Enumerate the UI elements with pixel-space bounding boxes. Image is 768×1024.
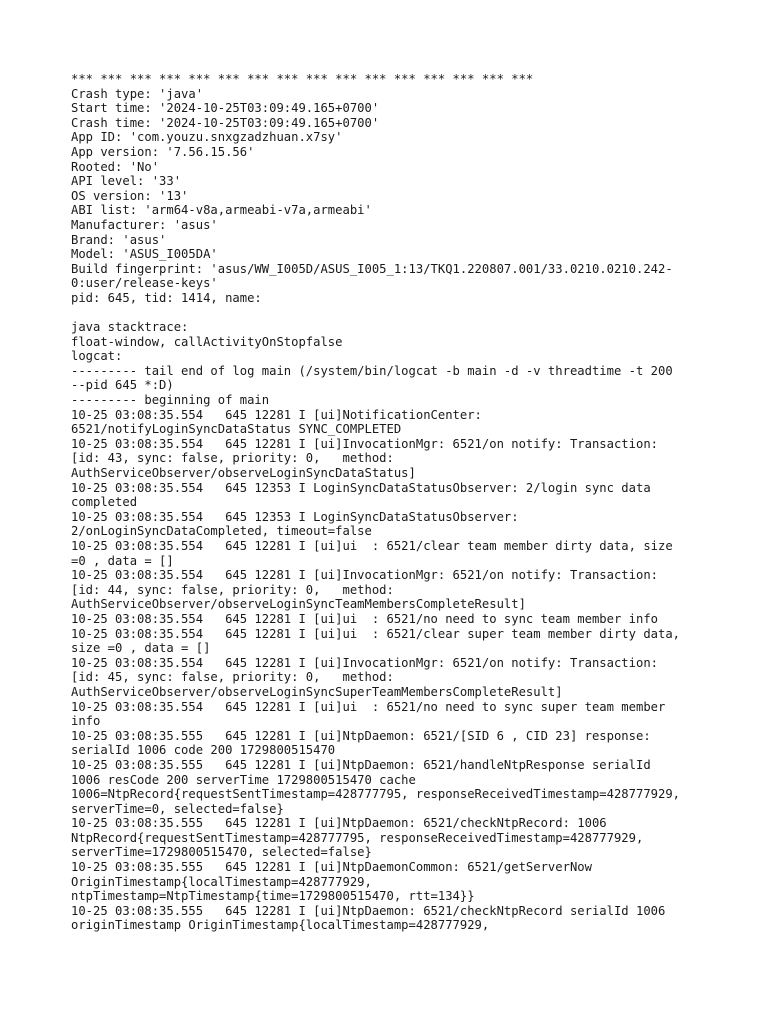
crash-log-text: *** *** *** *** *** *** *** *** *** *** *** *** *** *** *** *** Crash type: 'java' Start time: '2024-10-25T03:09:49.165+0700' Crash time: '2024-10-25T03:09:49.165+0700' App ID: 'com.youzu.snxgzadzhuan.x7sy' App version: '7.56.15.56' Rooted: 'No' API level: '33' OS version: '13' ABI list: 'arm64-v8a,armeabi-v7a,armeabi' Manufacturer: 'asus' Brand: 'asus' Model: 'ASUS_I005DA' Build fingerprint: 'asus/WW_I005D/ASUS_I005_1:13/TKQ1.220807.001/33.0210.0210.242- 0:user/release-keys' pid: 645, tid: 1414, name: java stacktrace: float-window, callActivityOnStopfalse logcat: --------- tail end of log main (/system/bin/logcat -b main -d -v threadtime -t 200 --pid 645 *:D) --------- beginning of main 10-25 03:08:35.554 645 12281 I [ui]NotificationCenter: 6521/notifyLoginSyncDataStatus SYNC_COMPLETED 10-25 03:08:35.554 645 12281 I [ui]InvocationMgr: 6521/on notify: Transaction: [id: 43, sync: false, priority: 0, method: AuthServiceObserver/observeLoginSyncDataStatus] 10-25 03:08:35.554 645 12353 I LoginSyncDataStatusObserver: 2/login sync data completed 10-25 03:08:35.554 645 12353 I LoginSyncDataStatusObserver: 2/onLoginSyncDataCompleted, timeout=false 10-25 03:08:35.554 645 12281 I [ui]ui : 6521/clear team member dirty data, size =0 , data = [] 10-25 03:08:35.554 645 12281 I [ui]InvocationMgr: 6521/on notify: Transaction: [id: 44, sync: false, priority: 0, method: AuthServiceObserver/observeLoginSyncTeamMembersCompleteResult] 10-25 03:08:35.554 645 12281 I [ui]ui : 6521/no need to sync team member info 10-25 03:08:35.554 645 12281 I [ui]ui : 6521/clear super team member dirty data, size =0 , data = [] 10-25 03:08:35.554 645 12281 I [ui]InvocationMgr: 6521/on notify: Transaction: [id: 45, sync: false, priority: 0, method: AuthServiceObserver/observeLoginSyncSuperTeamMembersCompleteResult] 10-25 03:08:35.554 645 12281 I [ui]ui : 6521/no need to sync super team member info 10-25 03:08:35.555 645 12281 I [ui]NtpDaemon: 6521/[SID 6 , CID 23] response: serialId 1006 code 200 1729800515470 10-25 03:08:35.555 645 12281 I [ui]NtpDaemon: 6521/handleNtpResponse serialId 1006 resCode 200 serverTime 1729800515470 cache 1006=NtpRecord{requestSentTimestamp=428777795, responseReceivedTimestamp=428777929, serverTime=0, selected=false} 10-25 03:08:35.555 645 12281 I [ui]NtpDaemon: 6521/checkNtpRecord: 1006 NtpRecord{requestSentTimestamp=428777795, responseReceivedTimestamp=428777929, serverTime=1729800515470, selected=false} 10-25 03:08:35.555 645 12281 I [ui]NtpDaemonCommon: 6521/getServerNow OriginTimestamp{localTimestamp=428777929, ntpTimestamp=NtpTimestamp{time=1729800515470, rtt=134}} 10-25 03:08:35.555 645 12281 I [ui]NtpDaemon: 6521/checkNtpRecord serialId 1006 originTimestamp OriginTimestamp{localTimestamp=428777929, — [71, 72, 681, 933]
